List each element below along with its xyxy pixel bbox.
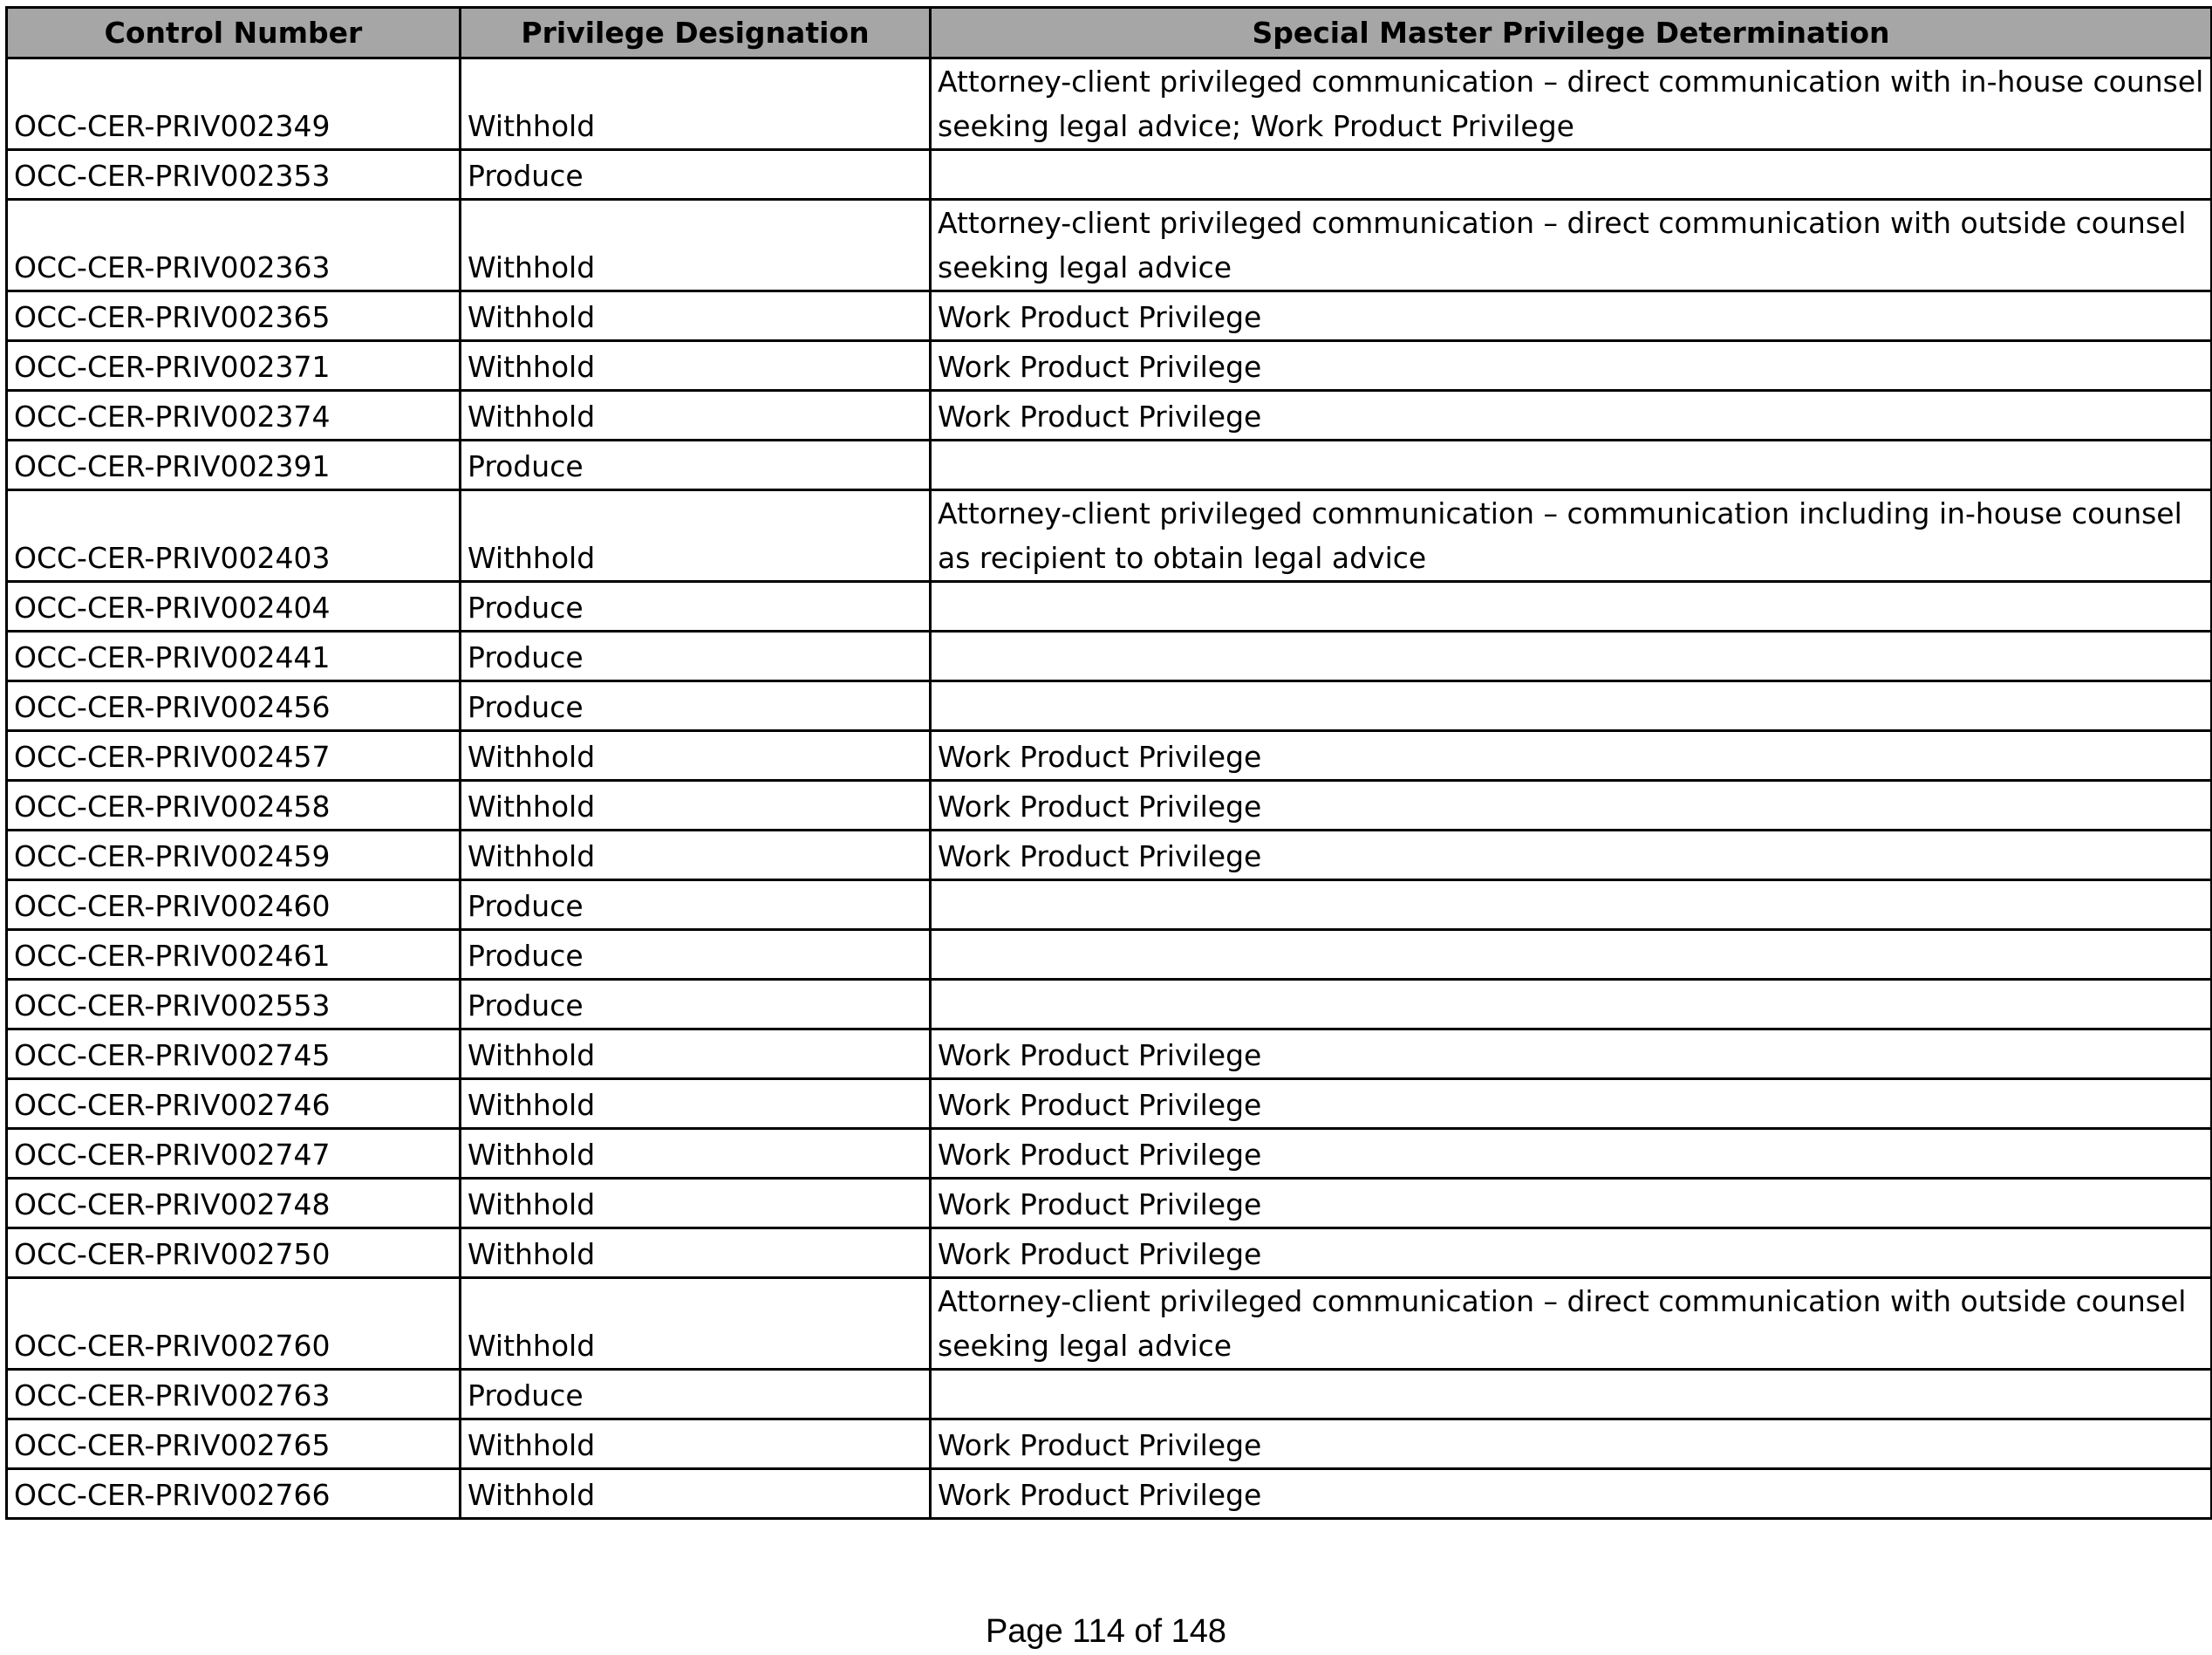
control-number-cell: OCC-CER-PRIV002460 [7,880,461,930]
determination-cell: Work Product Privilege [931,731,2212,781]
determination-cell [931,632,2212,681]
table-row [7,582,2212,632]
control-number-cell: OCC-CER-PRIV002363 [7,200,461,291]
privilege-designation-cell: Produce [461,880,931,930]
header-determination: Special Master Privilege Determination [931,8,2212,58]
control-number-cell: OCC-CER-PRIV002403 [7,490,461,582]
privilege-designation-cell: Withhold [461,1179,931,1228]
privilege-designation-cell: Produce [461,681,931,731]
privilege-designation-cell: Produce [461,930,931,980]
determination-cell: Work Product Privilege [931,391,2212,441]
privilege-designation-cell: Withhold [461,831,931,880]
control-number-cell: OCC-CER-PRIV002553 [7,980,461,1029]
determination-cell: Work Product Privilege [931,1129,2212,1179]
control-number-cell: OCC-CER-PRIV002747 [7,1129,461,1179]
control-number-cell: OCC-CER-PRIV002461 [7,930,461,980]
table-row [7,1129,2212,1179]
control-number-cell: OCC-CER-PRIV002760 [7,1278,461,1370]
determination-cell [931,582,2212,632]
privilege-designation-cell: Withhold [461,1469,931,1519]
privilege-designation-cell: Withhold [461,58,931,150]
control-number-cell: OCC-CER-PRIV002458 [7,781,461,831]
table-row [7,1029,2212,1079]
control-number-cell: OCC-CER-PRIV002765 [7,1419,461,1469]
page-number: Page 114 of 148 [985,1613,1227,1650]
table-header-row [7,8,2212,58]
determination-cell: Work Product Privilege [931,831,2212,880]
privilege-designation-cell: Withhold [461,1129,931,1179]
determination-cell: Attorney-client privileged communication – direct communication with outside counsel seeking legal advice [931,200,2212,291]
privilege-designation-cell: Withhold [461,291,931,341]
privilege-designation-cell: Withhold [461,490,931,582]
determination-cell: Attorney-client privileged communication – direct communication with outside counsel seeking legal advice [931,1278,2212,1370]
table-row [7,1370,2212,1419]
control-number-cell: OCC-CER-PRIV002746 [7,1079,461,1129]
control-number-cell: OCC-CER-PRIV002766 [7,1469,461,1519]
table-row [7,291,2212,341]
privilege-designation-cell: Produce [461,1370,931,1419]
table-row [7,731,2212,781]
table-row [7,1419,2212,1469]
determination-cell: Work Product Privilege [931,1469,2212,1519]
privilege-designation-cell: Withhold [461,1419,931,1469]
privilege-designation-cell: Withhold [461,200,931,291]
privilege-designation-cell: Withhold [461,781,931,831]
privilege-designation-cell: Produce [461,441,931,490]
table-row [7,1469,2212,1519]
determination-cell [931,1370,2212,1419]
privilege-designation-cell: Withhold [461,731,931,781]
control-number-cell: OCC-CER-PRIV002456 [7,681,461,731]
control-number-cell: OCC-CER-PRIV002365 [7,291,461,341]
determination-cell: Work Product Privilege [931,1029,2212,1079]
privilege-designation-cell: Withhold [461,1079,931,1129]
determination-cell: Work Product Privilege [931,291,2212,341]
table-row [7,781,2212,831]
privilege-log-table [5,6,2212,1520]
control-number-cell: OCC-CER-PRIV002745 [7,1029,461,1079]
determination-cell [931,441,2212,490]
table-row [7,1228,2212,1278]
control-number-cell: OCC-CER-PRIV002441 [7,632,461,681]
determination-cell [931,930,2212,980]
table-row [7,341,2212,391]
table-row [7,1079,2212,1129]
privilege-designation-cell: Produce [461,980,931,1029]
privilege-designation-cell: Withhold [461,341,931,391]
control-number-cell: OCC-CER-PRIV002750 [7,1228,461,1278]
header-control-number: Control Number [7,8,461,58]
control-number-cell: OCC-CER-PRIV002391 [7,441,461,490]
table-row [7,831,2212,880]
table-row [7,391,2212,441]
table-row [7,1278,2212,1370]
control-number-cell: OCC-CER-PRIV002371 [7,341,461,391]
table-row [7,632,2212,681]
header-privilege-designation: Privilege Designation [461,8,931,58]
control-number-cell: OCC-CER-PRIV002374 [7,391,461,441]
privilege-designation-cell: Withhold [461,1029,931,1079]
table-row [7,681,2212,731]
determination-cell: Work Product Privilege [931,1179,2212,1228]
table-row [7,880,2212,930]
control-number-cell: OCC-CER-PRIV002459 [7,831,461,880]
privilege-designation-cell: Produce [461,582,931,632]
control-number-cell: OCC-CER-PRIV002748 [7,1179,461,1228]
determination-cell [931,880,2212,930]
determination-cell [931,980,2212,1029]
control-number-cell: OCC-CER-PRIV002349 [7,58,461,150]
table-row [7,980,2212,1029]
determination-cell: Work Product Privilege [931,781,2212,831]
table-row [7,200,2212,291]
privilege-designation-cell: Produce [461,632,931,681]
table-row [7,1179,2212,1228]
determination-cell: Work Product Privilege [931,341,2212,391]
determination-cell: Work Product Privilege [931,1079,2212,1129]
control-number-cell: OCC-CER-PRIV002763 [7,1370,461,1419]
control-number-cell: OCC-CER-PRIV002353 [7,150,461,200]
table-row [7,490,2212,582]
determination-cell: Attorney-client privileged communication – direct communication with in-house counsel seeking legal advice; Work Product Privilege [931,58,2212,150]
control-number-cell: OCC-CER-PRIV002457 [7,731,461,781]
table-row [7,441,2212,490]
control-number-cell: OCC-CER-PRIV002404 [7,582,461,632]
determination-cell: Work Product Privilege [931,1228,2212,1278]
table-row [7,58,2212,150]
privilege-designation-cell: Withhold [461,391,931,441]
determination-cell: Attorney-client privileged communication – communication including in-house counsel as recipient to obtain legal advice [931,490,2212,582]
table-row [7,930,2212,980]
determination-cell: Work Product Privilege [931,1419,2212,1469]
privilege-designation-cell: Produce [461,150,931,200]
table-row [7,150,2212,200]
privilege-designation-cell: Withhold [461,1228,931,1278]
determination-cell [931,681,2212,731]
determination-cell [931,150,2212,200]
privilege-designation-cell: Withhold [461,1278,931,1370]
table-body [7,58,2212,1519]
